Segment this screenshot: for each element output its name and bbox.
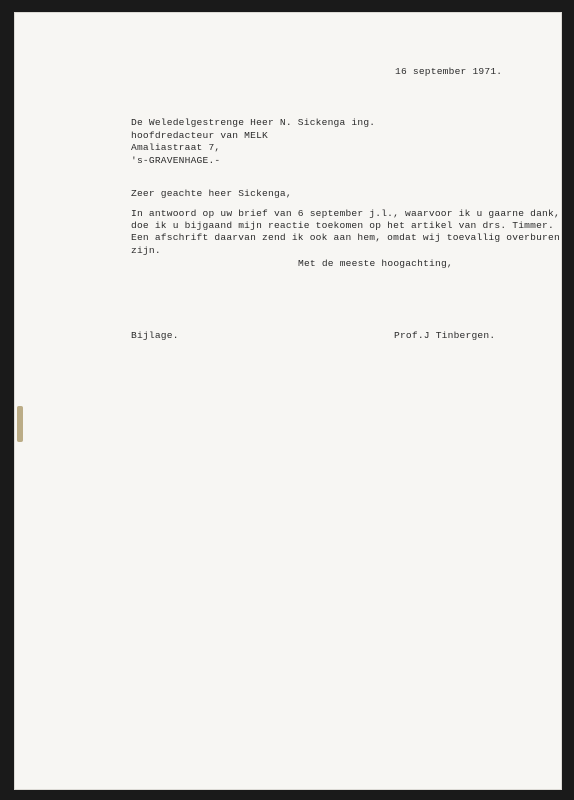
closing: Met de meeste hoogachting, bbox=[298, 258, 453, 269]
body-line: doe ik u bijgaand mijn reactie toekomen op het artikel van drs. Timmer. bbox=[131, 220, 554, 231]
address-line: Amaliastraat 7, bbox=[131, 142, 221, 153]
address-line: hoofdredacteur van MELK bbox=[131, 130, 269, 141]
signature: Prof.J Tinbergen. bbox=[394, 330, 496, 341]
enclosure-note: Bijlage. bbox=[131, 330, 179, 341]
address-line: 's-GRAVENHAGE.- bbox=[131, 155, 221, 166]
body-line: In antwoord op uw brief van 6 september j.l., waarvoor ik u gaarne dank, bbox=[131, 208, 560, 219]
salutation: Zeer geachte heer Sickenga, bbox=[131, 188, 292, 199]
body-line: Een afschrift daarvan zend ik ook aan hem, omdat wij toevallig overburen bbox=[131, 232, 560, 243]
body-line: zijn. bbox=[131, 245, 161, 256]
paper-stain bbox=[17, 406, 23, 442]
address-line: De Weledelgestrenge Heer N. Sickenga ing. bbox=[131, 117, 376, 128]
letter-date: 16 september 1971. bbox=[395, 66, 503, 77]
